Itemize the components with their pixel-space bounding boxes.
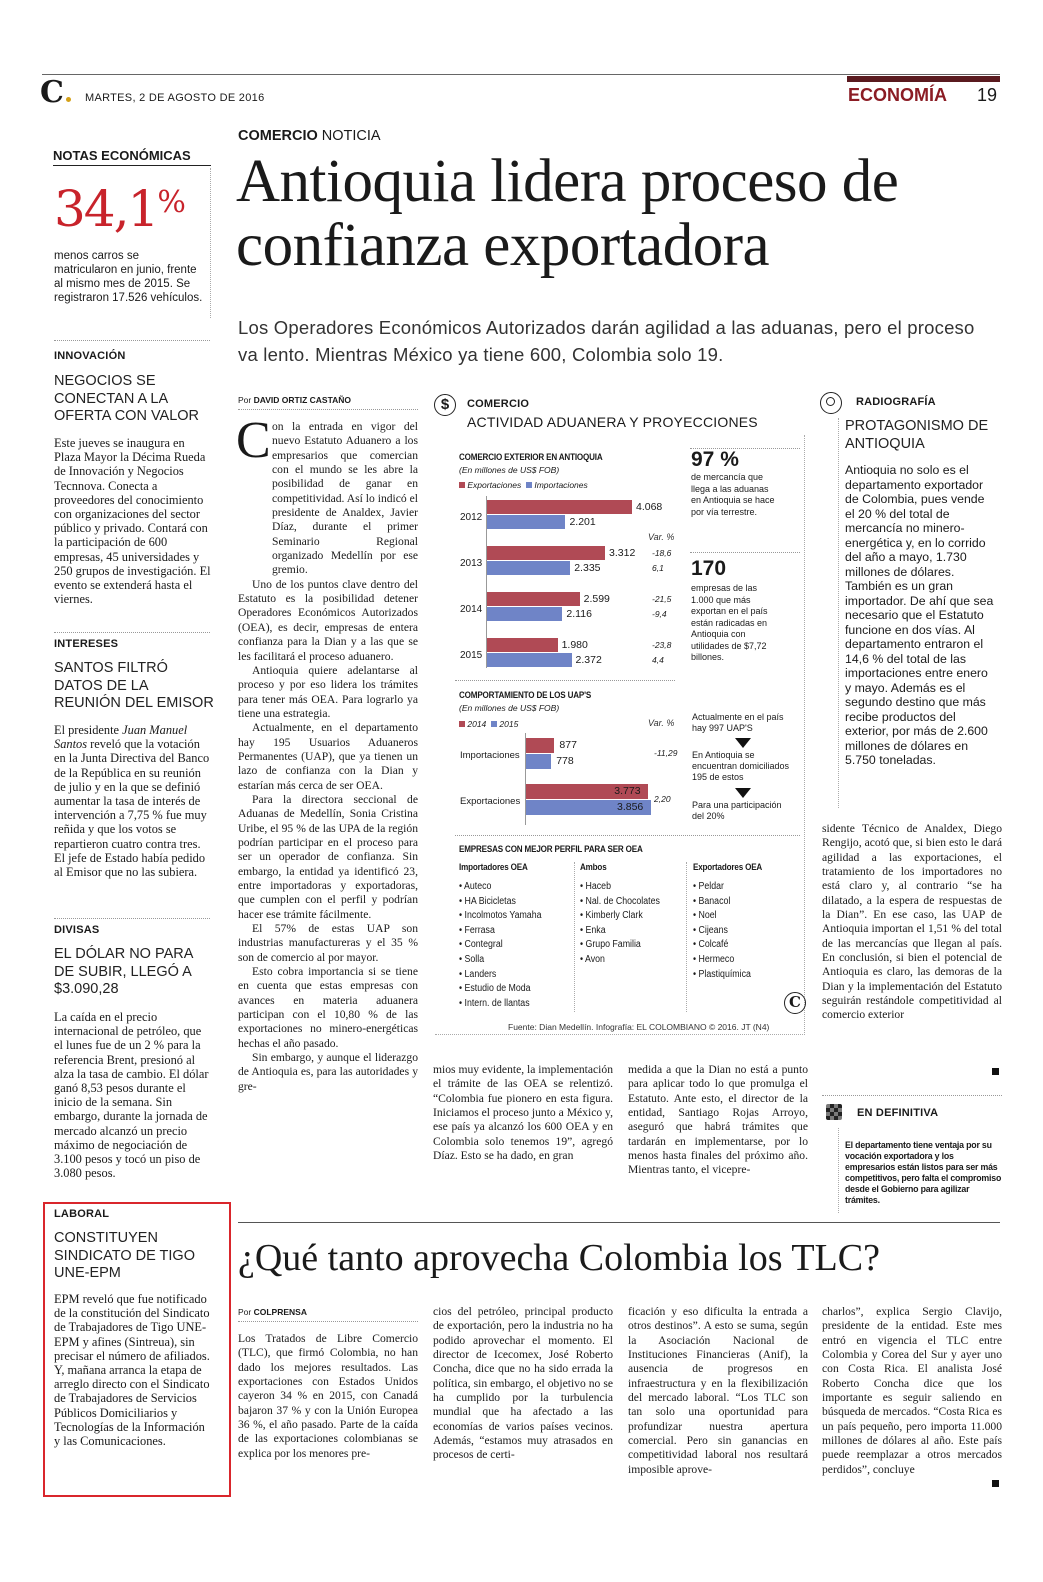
list-title-importers: Importadores OEA <box>459 862 528 873</box>
uap-note-2: En Antioquia se encuentran domiciliados 195 de estos <box>692 750 790 782</box>
chart1-value-label: 3.312 <box>609 547 636 559</box>
article2-top-rule <box>238 1222 1000 1223</box>
paragraph: Actualmente, en el departamento hay 195 Usuarios Aduaneros Permanentes (UAP), que ya tienen un lazo de confianza con la Dian y estarían más cerca de ser OEA. <box>238 721 418 792</box>
chart1-subtitle: (En millones de US$ FOB) <box>459 465 560 475</box>
legend-swatch-exports <box>459 482 465 488</box>
chart1-bar <box>487 561 570 575</box>
stat2-text: empresas de las 1.000 que más exportan en el país están radicadas en Antioquia con utilidades de $7,72 billones. <box>691 583 768 662</box>
stat-rule <box>690 552 800 553</box>
radiografia-kicker: RADIOGRAFÍA <box>856 396 936 408</box>
brief-text-pre: El presidente <box>54 723 123 737</box>
uap-note-1: Actualmente en el país hay 997 UAP'S <box>692 712 784 733</box>
chart2-bar <box>526 754 551 769</box>
page-number: 19 <box>977 85 998 105</box>
paragraph: Uno de los puntos clave dentro del Estatuto es la posibilidad detener Operadores Económicos Autorizados (OEA), es decir, empresas de entera confianza para la Dian y a las que se les facilitará el proceso aduanero. <box>238 577 418 663</box>
list-title-both: Ambos <box>580 862 607 873</box>
chart1-variation: -18,6 <box>652 548 672 558</box>
importers-list <box>459 880 542 1011</box>
article2-column-2: cios del petróleo, principal producto de exportación, pero la industria no ha podido aprovechar el momento. El director de Icecomex, José Roberto Concha, dice que no ha sido errada la política, sin embargo, el objetivo no se ha cumplido por la turbulencia mundial que ha afectado a las economías de varios países vecinos. Además, “estamos muy atrasados en procesos de certi- <box>433 1305 613 1462</box>
exporters-list <box>693 880 751 982</box>
company-list-item: • Auteco <box>459 880 542 895</box>
chart1-variation: -9,4 <box>652 609 667 619</box>
colombiano-logo-icon: C <box>784 992 806 1014</box>
lists-title: EMPRESAS CON MEJOR PERFIL PARA SER OEA <box>459 844 643 855</box>
chart2-subtitle: (En millones de US$ FOB) <box>459 703 560 713</box>
header-top-rule <box>42 74 1000 75</box>
paragraph: Para la directora seccional de Aduanas de Medellín, Sonia Cristina Uribe, el 95 % de las UPA de la región podrían participar en el proceso para ser un operador de confianza. Sin embargo, la entidad ya identificó 23, entre importadoras y exportadoras, que cumplen con el perfil y podrían hacer ese trámite fácilmente. <box>238 792 418 921</box>
arrow-down-icon <box>735 788 751 798</box>
company-list-item: • Plastiquímica <box>693 968 751 983</box>
brief-headline: EL DÓLAR NO PARA DE SUBIR, LLEGÓ A $3.090,28 <box>54 946 193 997</box>
both-list <box>580 880 660 968</box>
article2-column-3: ficación y eso dificulta la entrada a otros destinos”. A esto se suma, según la Asociación Nacional de Instituciones Financieras (Anif), la ausencia de progresos en infraestructura y en la flexibilización del mercado laboral. “Los TLC son tan solo una oportunidad para profundizar nuestra apertura comercial. Pero sin ganancias en competitividad laboral nos resultará imposible aprove- <box>628 1305 808 1476</box>
chart2-value-label: 3.856 <box>617 801 644 813</box>
brief-headline: CONSTITUYEN SINDICATO DE TIGO UNE-EPM <box>54 1230 195 1281</box>
chart1-value-label: 2.599 <box>583 593 610 605</box>
end-mark-icon <box>992 1480 999 1487</box>
paragraph: on la entrada en vigor del nuevo Estatuto Aduanero a los empresarios que comercian con el mundo se les abre la posibilidad de ganar en competitividad. Así lo indicó el presidente de Analdex, Javier Díaz, durante el primer Seminario Regional organizado Medellín por ese gremio. <box>272 420 418 577</box>
brief-headline: NEGOCIOS SE CONECTAN A LA OFERTA CON VALOR <box>54 373 200 424</box>
article-column-3: medida a que la Dian no está a punto para aplicar todo lo que promulga el Estatuto. Ante esto, el director de la entidad, Santiago Rojas Arroyo, aseguró que habrá trámites que tardarán en implementarse, por lo menos hasta finales del próximo año. Mientras tanto, el vicepre- <box>628 1063 808 1177</box>
article2-column-4: charlos”, explica Sergio Clavijo, presidente de la entidad. Este mes entró en vigencia el TLC entre Colombia y Corea del Sur y ayer uno con Costa Rica. El analista José Roberto Concha dice que los importante es seguir saliendo en búsqueda de mercados. “Costa Rica es un país pequeño, pero importa 11.000 millones de dólares al año. Este país puede reemplazar a otros mercados perdidos”, concluye <box>822 1305 1002 1476</box>
brief-text-rest: reveló que la votación en la Junta Directiva del Banco de la República en su reunión de julio y en la que se definió aumentar la tasa de interés de intervención a 7,75 % fue muy reñida y que los votos se repartieron cuatro contra tres. El jefe de Estado había pedido al Emisor que no las subiera. <box>54 737 210 880</box>
company-list-item: • Avon <box>580 953 660 968</box>
brief-headline: SANTOS FILTRÓ DATOS DE LA REUNIÓN DEL EMISOR <box>54 660 214 711</box>
chart1-value-label: 4.068 <box>636 501 663 513</box>
company-list-item: • Colcafé <box>693 938 751 953</box>
company-list-item: • Hermeco <box>693 953 751 968</box>
chart1-category-label: 2015 <box>460 650 483 661</box>
radiografia-text: Antioquia no solo es el departamento exportador de Colombia, pues vende el 20 % del total de mercancía no minero-energética y, en lo corrido del año a mayo, 1.730 millones de dólares. También es un gran importador. De ahí que sea necesario que el Estatuto funcione en dos vías. Al departamento entraron el 14,6 % del total de las importaciones entre enero y mayo. Además es el segundo destino que más recibe productos del exterior, por más de 2.600 millones de dólares en 5.750 toneladas. <box>845 463 994 767</box>
article2-byline <box>238 1307 307 1317</box>
paragraph: Antioquia quiere adelantarse al proceso y por eso lidera los trámites para tener más OEA. Para lograrlo ya tiene una estrategia. <box>238 663 418 720</box>
company-list-item: • Contegral <box>459 938 542 953</box>
byline-rule <box>238 1321 418 1322</box>
brief-text <box>54 723 211 879</box>
brief-kicker: DIVISAS <box>54 924 100 936</box>
brief-kicker: INTERESES <box>54 638 119 650</box>
en-definitiva-divider <box>838 1128 839 1213</box>
byline-author: DAVID ORTIZ CASTAÑO <box>253 395 352 405</box>
chart1-bar <box>487 592 580 606</box>
stat-value: 34,1 <box>54 180 158 238</box>
arrow-down-icon <box>735 738 751 748</box>
company-list-item: • Ferrasa <box>459 924 542 939</box>
brief-text: La caída en el precio internacional de petróleo, que el lunes fue de un 2 % para la referencia Brent, presionó al alza la tasa de cambio. El dólar ganó 8,53 pesos durante el inicio de la semana. Sin embargo, durante la jornada de mercado alcanzó un precio máximo de negociación de 3.100 pesos y tocó un piso de 3.080 pesos. <box>54 1010 209 1181</box>
byline-author: COLPRENSA <box>253 1307 307 1317</box>
uap-note-3: Para una participación del 20% <box>692 800 782 821</box>
brief-text-name: Juan Manuel Santos <box>54 723 188 752</box>
radiografia-divider <box>838 418 839 808</box>
radiografia-headline: PROTAGONISMO DE ANTIOQUIA <box>845 418 989 452</box>
company-list-item: • Landers <box>459 968 542 983</box>
infographic-title: ACTIVIDAD ADUANERA Y PROYECCIONES <box>467 414 758 430</box>
chart2-bar <box>526 738 554 753</box>
byline-prefix: Por <box>238 395 252 405</box>
list-title-exporters: Exportadores OEA <box>693 862 763 873</box>
company-list-item: • Grupo Familia <box>580 938 660 953</box>
section-name: ECONOMÍA <box>848 85 947 105</box>
stat-figure <box>54 180 186 238</box>
company-list-item: • Incolmotos Yamaha <box>459 909 542 924</box>
dollar-icon: $ <box>434 394 456 416</box>
company-list-item: • Banacol <box>693 895 751 910</box>
company-list-item: • Intern. de llantas <box>459 997 542 1012</box>
article2-column-1: Los Tratados de Libre Comercio (TLC), que firmó Colombia, no han dado los mejores resultados. Las exportaciones con Estados Unidos cayeron 34 % en 2015, con Canadá bajaron 37 % y con la Unión Europea 36 %, el año pasado. Parte de la caída de las exportaciones colombianas se explica por los menores pre- <box>238 1332 418 1460</box>
sidebar-title: NOTAS ECONÓMICAS <box>53 148 211 166</box>
company-list-item: • Haceb <box>580 880 660 895</box>
company-list-item: • Peldar <box>693 880 751 895</box>
chart1-category-label: 2014 <box>460 604 483 615</box>
chart1-value-label: 1.980 <box>561 639 588 651</box>
company-list-item: • Estudio de Moda <box>459 982 542 997</box>
article-column-1 <box>236 412 418 1210</box>
company-list-item: • Noel <box>693 909 751 924</box>
chart2-category-label: Importaciones <box>460 750 520 761</box>
brief-text: EPM reveló que fue notificado de la constitución del Sindicato de Trabajadores de Tigo UNE-EPM y afines (Sintreua), sin precisar el número de afiliados. Y, mañana arranca la etapa de arreglo directo con el Sindicato de Trabajadores de Servicios Públicos Domiciliarios y Tecnologías de la Información y las Comunicaciones. <box>54 1292 210 1449</box>
chart1-value-label: 2.201 <box>569 516 596 528</box>
stat1-text: de mercancía que llega a las aduanas en Antioquia se hace por vía terrestre. <box>691 472 775 517</box>
chart1-legend <box>459 480 588 490</box>
chart2-title: COMPORTAMIENTO DE LOS UAP'S <box>459 690 592 701</box>
chart-divider <box>455 680 675 681</box>
chart2-variation: -11,29 <box>654 748 678 758</box>
infographic-source: Fuente: Dian Medellín. Infografía: EL COLOMBIANO © 2016. JT (N4) <box>508 1022 770 1032</box>
paragraph: Sin embargo, y aunque el liderazgo de Antioquia es, para las autoridades y gre- <box>238 1051 418 1093</box>
sidebar-vertical-dots <box>210 168 211 318</box>
chart1-value-label: 2.116 <box>566 608 592 620</box>
chart2-category-label: Exportaciones <box>460 796 521 807</box>
chart1-bar <box>487 515 565 529</box>
chart1-title: COMERCIO EXTERIOR EN ANTIOQUIA <box>459 452 603 463</box>
legend-swatch-2015 <box>491 721 497 727</box>
stat-caption: menos carros se matricularon en junio, frente al mismo mes de 2015. Se registraron 17.526 vehículos. <box>54 250 203 304</box>
chart1-variation: 4,4 <box>652 655 664 665</box>
paragraph: Esto cobra importancia si se tiene en cuenta que estas empresas con avances en materia aduanera participan con el 10,80 % de las exportaciones no minero-energéticas hechas el año pasado. <box>238 965 418 1050</box>
article-column-2: mios muy evidente, la implementación el trámite de las OEA se relentizó. “Colombia fue pionero en esta figura. Iniciamos el proceso junto a México y, ese país ya alcanzó los 600 OEA y en Colombia solo tenemos 19”, agregó Díaz. Esto se ha dado, en gran <box>433 1063 613 1163</box>
brief-text: Este jueves se inaugura en Plaza Mayor la Décima Rueda de Innovación y Negocios Tecnnova. Conecta a proveedores del conocimiento con organizaciones del sector público y privado. Contará con la participación de 600 empresas, 45 universidades y 250 grupos de investigación. El evento se extenderá hasta el viernes. <box>54 436 211 607</box>
en-definitiva-kicker: EN DEFINITIVA <box>857 1107 939 1119</box>
chart1-category-label: 2013 <box>460 558 483 569</box>
chart1-variation: 6,1 <box>652 563 664 573</box>
chart2-value-label: 3.773 <box>614 785 641 797</box>
stat2-value: 170 <box>691 557 727 580</box>
byline-rule <box>238 409 418 410</box>
chart1-variation: -23,8 <box>652 640 672 650</box>
legend-swatch-2014 <box>459 721 465 727</box>
article-byline <box>238 395 351 405</box>
article-column-4: sidente Técnico de Analdex, Diego Rengijo, acotó que, si bien esto le dará agilidad a las exportaciones, el tratamiento de los importadores no está claro y, al contrario “se ha dilatado, a la espera de respuestas de la Dian”. En ese caso, las UAP de Antioquia importan el 1,51 % del total de las mercancías que llegan al país. En conclusión, si bien el potencial de Antioquia es claro, las demoras de la Dian y la implementación del Estatuto seguirán restándole competitividad al comercio exterior <box>822 822 1002 1022</box>
chart2-variation: 2,20 <box>654 794 671 804</box>
chart1-bar <box>487 653 572 667</box>
chart1-bar <box>487 500 632 514</box>
article-section-label <box>238 128 381 144</box>
stat-unit: % <box>157 185 186 220</box>
stat1-value: 97 % <box>691 448 739 471</box>
chart2-value-label: 877 <box>559 739 577 751</box>
article2-headline: ¿Qué tanto aprovecha Colombia los TLC? <box>238 1237 880 1279</box>
list-divider <box>574 862 575 1012</box>
en-definitiva-text: El departamento tiene ventaja por su vocación exportadora y los empresarios están listos para ser más competitivos, pero falta el compromiso desde el Gobierno para agilizar trámites. <box>845 1140 1002 1205</box>
chart1-bar <box>487 638 558 652</box>
chart1-variation: -21,5 <box>652 594 672 604</box>
company-list-item: • Solla <box>459 953 542 968</box>
list-divider <box>686 862 687 1012</box>
article-dek: Los Operadores Económicos Autorizados darán agilidad a las aduanas, pero el proceso va lento. Mientras México ya tiene 600, Colombia solo 19. <box>238 317 975 365</box>
chart1-value-label: 2.335 <box>574 562 601 574</box>
legend-label-2015: 2015 <box>499 719 519 729</box>
chart1-category-label: 2012 <box>460 512 483 523</box>
end-mark-icon <box>992 1068 999 1075</box>
article-headline: Antioquia lidera proceso de confianza exportadora <box>236 148 899 279</box>
chart1-bar <box>487 546 605 560</box>
legend-label-2014: 2014 <box>467 719 487 729</box>
legend-swatch-imports <box>526 482 532 488</box>
brief-divider <box>54 340 210 341</box>
magnifier-lens <box>826 397 835 406</box>
section-bar <box>847 76 1000 82</box>
drop-cap: C <box>236 412 271 469</box>
legend-label-imports: Importaciones <box>534 480 588 490</box>
header-date: MARTES, 2 DE AGOSTO DE 2016 <box>85 92 265 104</box>
en-definitiva-rule <box>822 1095 1002 1096</box>
infographic-kicker: COMERCIO <box>467 398 530 410</box>
byline-prefix: Por <box>238 1307 252 1317</box>
chart1-var-title: Var. % <box>648 532 675 542</box>
chart1-bar <box>487 607 562 621</box>
chart2-legend <box>459 719 518 729</box>
brief-kicker: LABORAL <box>54 1208 110 1220</box>
chart2-var-title: Var. % <box>648 718 675 728</box>
lists-divider <box>455 835 800 836</box>
company-list-item: • HA Bicicletas <box>459 895 542 910</box>
company-list-item: • Kimberly Clark <box>580 909 660 924</box>
chart1-value-label: 2.372 <box>575 654 602 666</box>
section-label-bold: COMERCIO <box>238 128 318 144</box>
brief-divider <box>54 632 210 633</box>
company-list-item: • Cijeans <box>693 924 751 939</box>
paragraph: El 57% de estas UAP son industrias manufactureras y el 35 % son de comercio al por mayor. <box>238 922 418 964</box>
legend-label-exports: Exportaciones <box>467 480 522 490</box>
newspaper-logo: C <box>40 75 64 110</box>
brief-divider <box>54 918 210 919</box>
chart2-value-label: 778 <box>556 755 574 767</box>
company-list-item: • Nal. de Chocolates <box>580 895 660 910</box>
checkered-icon <box>826 1104 842 1120</box>
brief-kicker: INNOVACIÓN <box>54 350 126 362</box>
section-label-light: NOTICIA <box>321 128 381 144</box>
logo-dot-icon <box>66 97 71 102</box>
company-list-item: • Enka <box>580 924 660 939</box>
